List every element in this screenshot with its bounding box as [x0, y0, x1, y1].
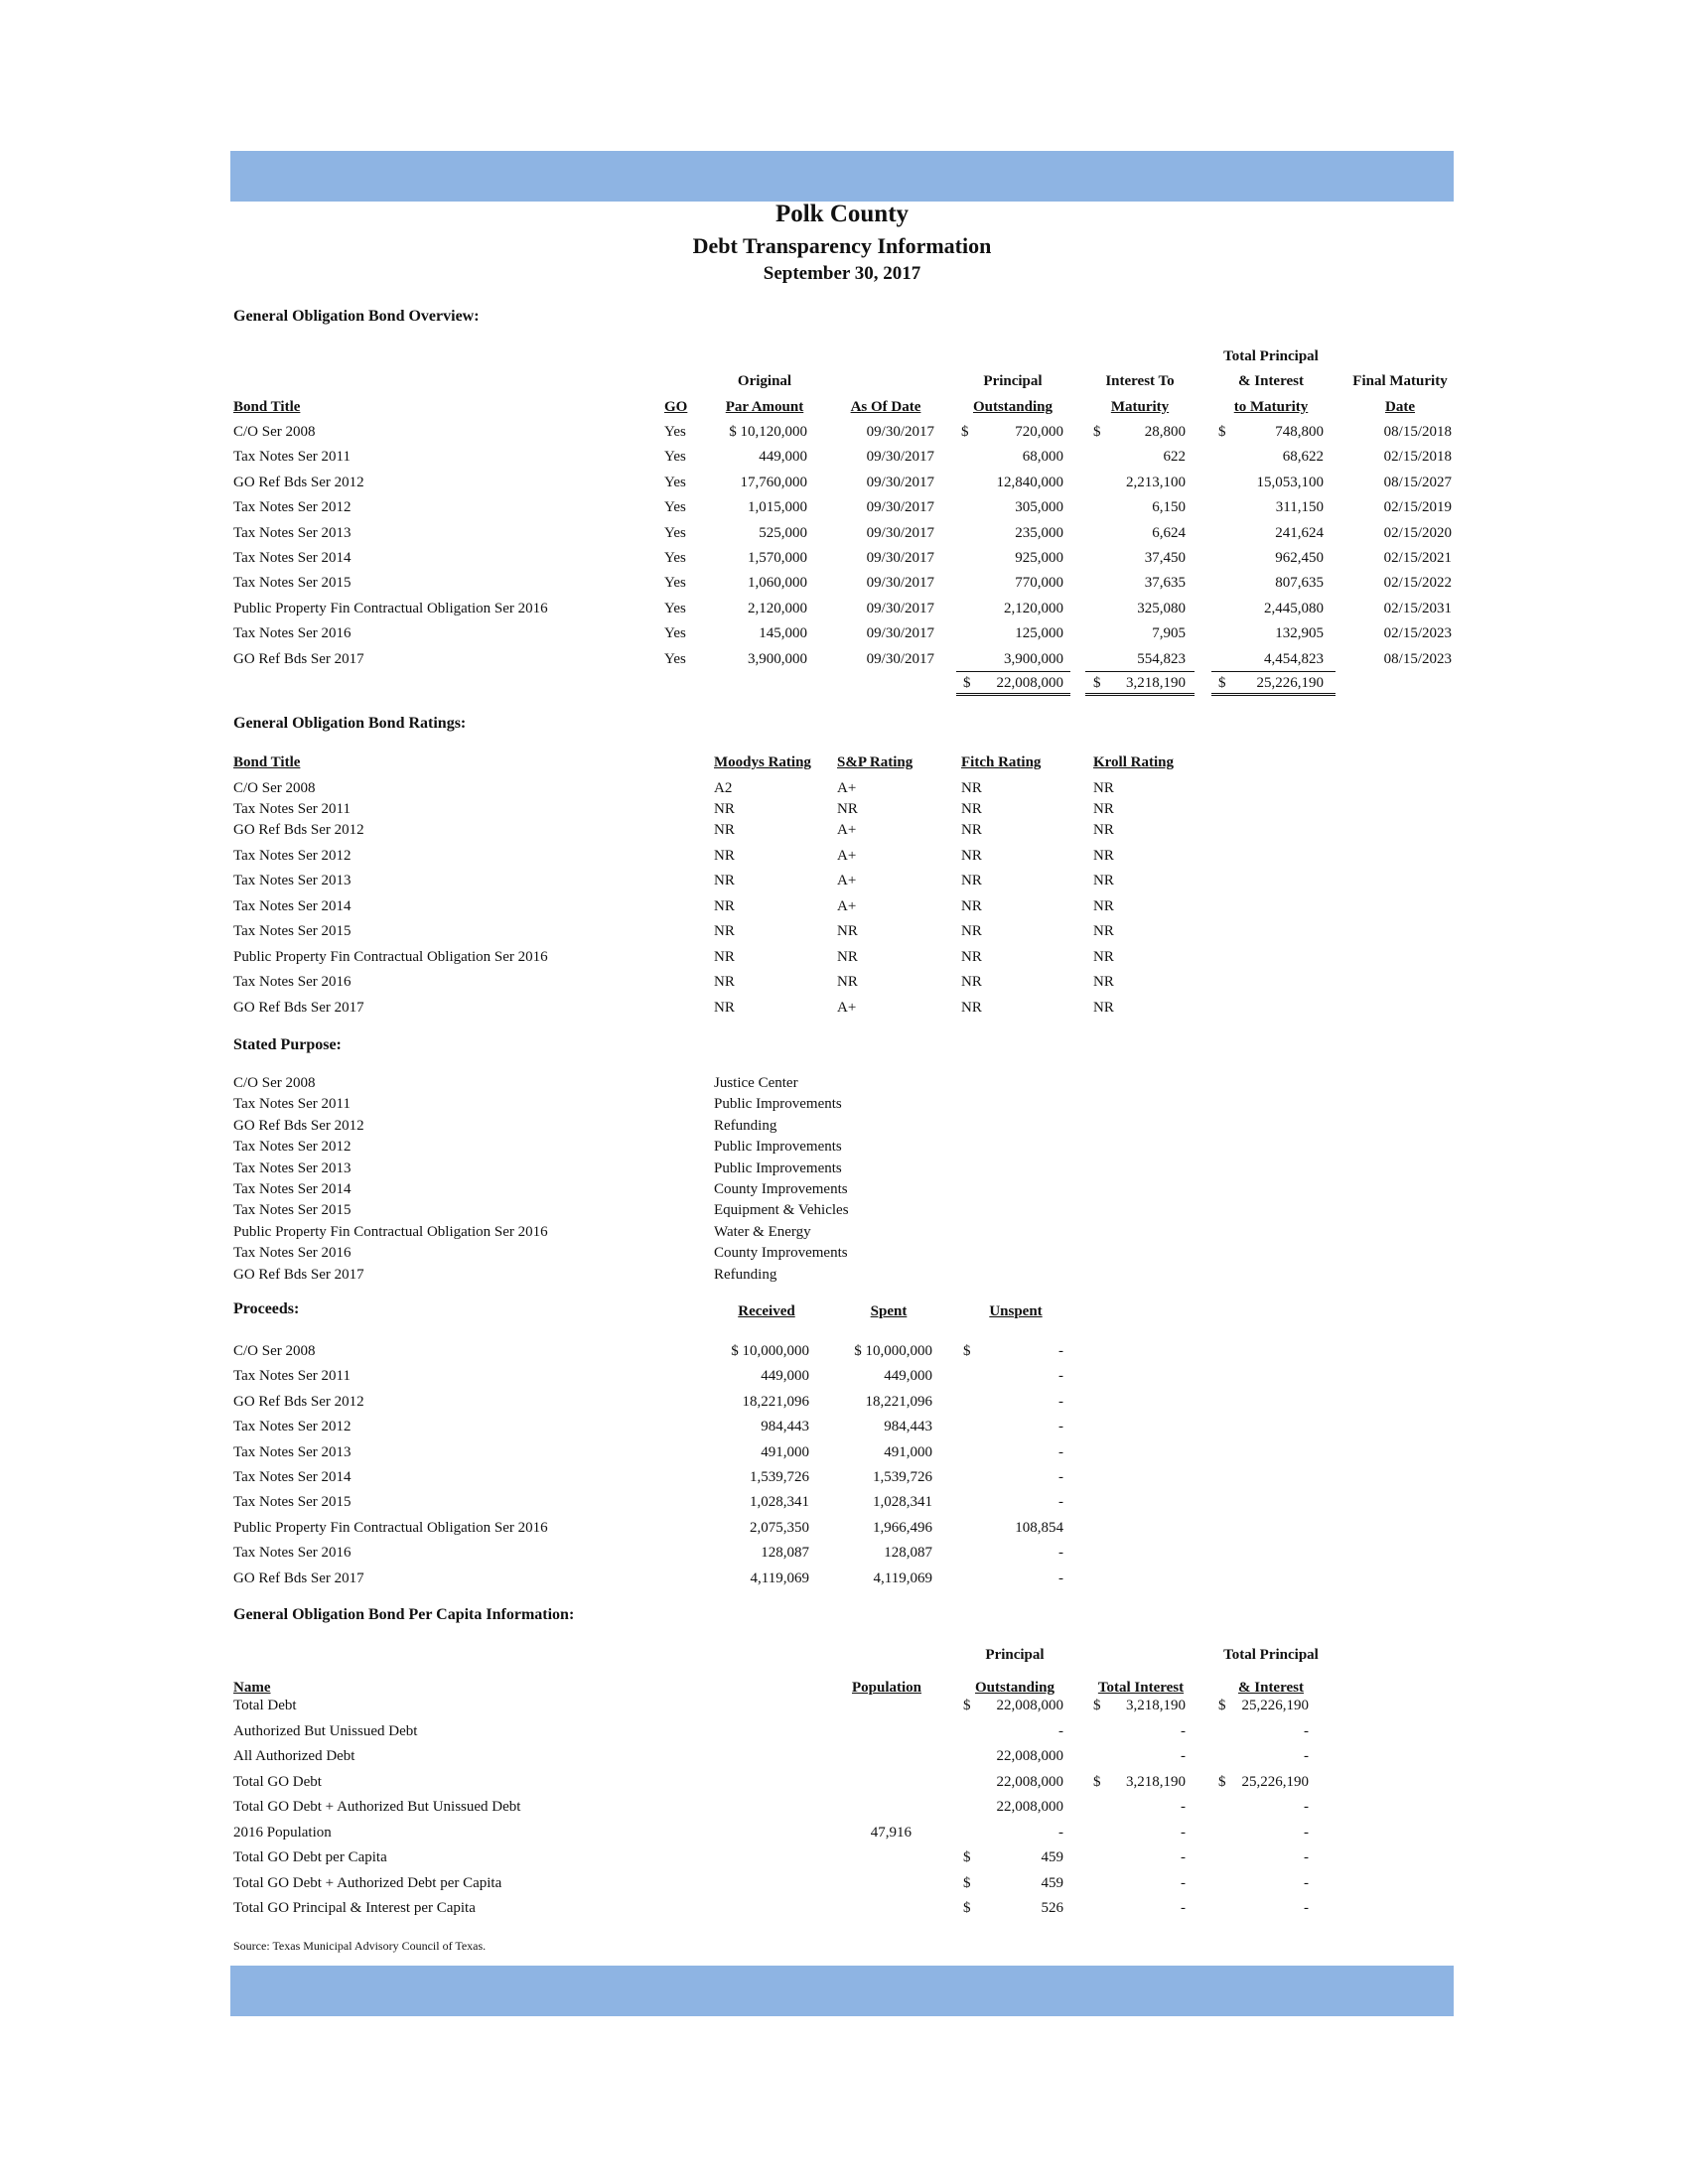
proceeds-spent: 1,028,341	[873, 1494, 932, 1510]
purpose-text: Refunding	[714, 1267, 777, 1283]
purpose-bond-title: Tax Notes Ser 2016	[233, 1245, 352, 1261]
pc-int-symbol: $	[1093, 1774, 1101, 1790]
pc-col-po-2: Outstanding	[974, 1680, 1055, 1696]
overview-par-amount: 1,570,000	[748, 550, 807, 566]
ratings-bond-title: C/O Ser 2008	[233, 780, 316, 796]
proceeds-unspent: -	[1058, 1343, 1063, 1359]
ratings-moodys: NR	[714, 873, 735, 888]
pc-col-population: Population	[851, 1680, 922, 1696]
overview-bond-title: Tax Notes Ser 2012	[233, 499, 352, 515]
overview-go: Yes	[664, 475, 686, 490]
pc-po-symbol: $	[963, 1875, 971, 1891]
ratings-col-fitch: Fitch Rating	[961, 754, 1042, 770]
overview-total-po: 22,008,000	[996, 675, 1063, 691]
overview-bond-title: Public Property Fin Contractual Obligation Ser 2016	[233, 601, 548, 616]
overview-total-pi: 962,450	[1275, 550, 1324, 566]
col-header-total-pi-1: Total Principal	[1223, 348, 1319, 364]
purpose-bond-title: Public Property Fin Contractual Obligation Ser 2016	[233, 1224, 548, 1240]
overview-principal-outstanding: 12,840,000	[996, 475, 1063, 490]
overview-total-pi: 68,622	[1282, 449, 1324, 465]
purpose-text: Public Improvements	[714, 1160, 842, 1176]
proceeds-received: 449,000	[761, 1368, 809, 1384]
proceeds-bond-title: C/O Ser 2008	[233, 1343, 316, 1359]
overview-bond-title: C/O Ser 2008	[233, 424, 316, 440]
subtotal-rule-tpi	[1211, 671, 1336, 672]
pc-principal-outstanding: 459	[1041, 1849, 1063, 1865]
overview-interest-to-maturity: 37,635	[1144, 575, 1186, 591]
overview-interest-to-maturity: 37,450	[1144, 550, 1186, 566]
pc-total-pi: -	[1304, 1849, 1309, 1865]
pc-principal-outstanding: 22,008,000	[996, 1774, 1063, 1790]
proceeds-bond-title: GO Ref Bds Ser 2012	[233, 1394, 364, 1410]
col-header-bond-title: Bond Title	[233, 399, 301, 415]
proceeds-bond-title: Tax Notes Ser 2011	[233, 1368, 351, 1384]
col-header-total-pi-2: & Interest	[1238, 373, 1304, 389]
overview-par-amount: 3,900,000	[748, 651, 807, 667]
overview-par-amount: 2,120,000	[748, 601, 807, 616]
pc-principal-outstanding: 22,008,000	[996, 1748, 1063, 1764]
purpose-text: Refunding	[714, 1118, 777, 1134]
proceeds-bond-title: Tax Notes Ser 2013	[233, 1444, 352, 1460]
total-double-rule-int	[1085, 693, 1195, 696]
overview-go: Yes	[664, 625, 686, 641]
overview-par-amount: 449,000	[759, 449, 807, 465]
pc-total-interest: -	[1181, 1900, 1186, 1916]
proceeds-unspent: -	[1058, 1394, 1063, 1410]
purpose-text: County Improvements	[714, 1181, 848, 1197]
ratings-fitch: NR	[961, 949, 982, 965]
ratings-sp: A+	[837, 822, 857, 838]
overview-total-pi: 807,635	[1275, 575, 1324, 591]
ratings-sp: A+	[837, 873, 857, 888]
purpose-text: County Improvements	[714, 1245, 848, 1261]
ratings-sp: A+	[837, 1000, 857, 1016]
overview-bond-title: Tax Notes Ser 2014	[233, 550, 352, 566]
overview-as-of-date: 09/30/2017	[866, 575, 934, 591]
ratings-col-bond-title: Bond Title	[233, 754, 301, 770]
pc-col-name: Name	[233, 1680, 271, 1696]
overview-final-maturity: 08/15/2023	[1383, 651, 1452, 667]
ratings-bond-title: Public Property Fin Contractual Obligation Ser 2016	[233, 949, 548, 965]
overview-total-pi: 4,454,823	[1264, 651, 1324, 667]
ratings-sp: NR	[837, 923, 858, 939]
ratings-moodys: NR	[714, 1000, 735, 1016]
pc-row-name: 2016 Population	[233, 1825, 332, 1841]
pc-total-pi: -	[1304, 1748, 1309, 1764]
ratings-bond-title: Tax Notes Ser 2016	[233, 974, 352, 990]
ratings-moodys: NR	[714, 974, 735, 990]
pc-total-pi: 25,226,190	[1241, 1698, 1309, 1713]
proceeds-received: $ 10,000,000	[731, 1343, 809, 1359]
pc-row-name: Total GO Debt + Authorized Debt per Capita	[233, 1875, 502, 1891]
ratings-fitch: NR	[961, 898, 982, 914]
ratings-col-moodys: Moodys Rating	[714, 754, 811, 770]
pc-row-name: Total GO Debt	[233, 1774, 322, 1790]
pc-principal-outstanding: -	[1058, 1723, 1063, 1739]
col-header-po-1: Principal	[983, 373, 1043, 389]
overview-go: Yes	[664, 499, 686, 515]
overview-bond-title: GO Ref Bds Ser 2017	[233, 651, 364, 667]
overview-final-maturity: 02/15/2020	[1383, 525, 1452, 541]
proceeds-unspent: -	[1058, 1368, 1063, 1384]
pc-principal-outstanding: 22,008,000	[996, 1698, 1063, 1713]
col-header-par-2: Par Amount	[725, 399, 804, 415]
ratings-fitch: NR	[961, 848, 982, 864]
overview-par-amount: 1,060,000	[748, 575, 807, 591]
overview-total-pi: 2,445,080	[1264, 601, 1324, 616]
pc-col-tpi-2: & Interest	[1238, 1680, 1304, 1696]
overview-principal-outstanding: 770,000	[1015, 575, 1063, 591]
total-double-rule-tpi	[1211, 693, 1336, 696]
overview-interest-to-maturity: 554,823	[1137, 651, 1186, 667]
overview-final-maturity: 02/15/2018	[1383, 449, 1452, 465]
overview-bond-title: Tax Notes Ser 2016	[233, 625, 352, 641]
proceeds-unspent: -	[1058, 1494, 1063, 1510]
pc-principal-outstanding: 22,008,000	[996, 1799, 1063, 1815]
proceeds-bond-title: GO Ref Bds Ser 2017	[233, 1570, 364, 1586]
overview-principal-outstanding: 125,000	[1015, 625, 1063, 641]
pc-total-pi: -	[1304, 1875, 1309, 1891]
proceeds-spent: 4,119,069	[873, 1570, 932, 1586]
pc-total-interest: -	[1181, 1849, 1186, 1865]
overview-total-int-symbol: $	[1093, 675, 1101, 691]
proceeds-received: 18,221,096	[742, 1394, 809, 1410]
ratings-bond-title: Tax Notes Ser 2014	[233, 898, 352, 914]
ratings-sp: NR	[837, 949, 858, 965]
col-header-int-2: Maturity	[1110, 399, 1170, 415]
ratings-kroll: NR	[1093, 898, 1114, 914]
overview-as-of-date: 09/30/2017	[866, 499, 934, 515]
purpose-bond-title: Tax Notes Ser 2014	[233, 1181, 352, 1197]
overview-as-of-date: 09/30/2017	[866, 550, 934, 566]
proceeds-bond-title: Tax Notes Ser 2015	[233, 1494, 352, 1510]
proceeds-spent: 1,966,496	[873, 1520, 932, 1536]
purpose-bond-title: Tax Notes Ser 2013	[233, 1160, 352, 1176]
ratings-bond-title: Tax Notes Ser 2015	[233, 923, 352, 939]
ratings-bond-title: Tax Notes Ser 2012	[233, 848, 352, 864]
pc-total-interest: -	[1181, 1723, 1186, 1739]
ratings-fitch: NR	[961, 1000, 982, 1016]
overview-interest-to-maturity: 7,905	[1152, 625, 1186, 641]
section-title-ratings: General Obligation Bond Ratings:	[233, 715, 467, 732]
proceeds-unspent: -	[1058, 1469, 1063, 1485]
overview-go: Yes	[664, 525, 686, 541]
proceeds-bond-title: Tax Notes Ser 2016	[233, 1545, 352, 1561]
proceeds-spent: $ 10,000,000	[854, 1343, 932, 1359]
subtotal-rule-int	[1085, 671, 1195, 672]
ratings-bond-title: Tax Notes Ser 2011	[233, 801, 351, 817]
pc-col-po-1: Principal	[985, 1647, 1045, 1663]
overview-interest-to-maturity: 2,213,100	[1126, 475, 1186, 490]
pc-col-total-interest: Total Interest	[1097, 1680, 1185, 1696]
overview-as-of-date: 09/30/2017	[866, 449, 934, 465]
overview-par-amount: 145,000	[759, 625, 807, 641]
purpose-text: Justice Center	[714, 1075, 798, 1091]
overview-total-tpi: 25,226,190	[1256, 675, 1324, 691]
overview-po-symbol: $	[961, 424, 969, 440]
pc-total-pi: 25,226,190	[1241, 1774, 1309, 1790]
ratings-col-kroll: Kroll Rating	[1093, 754, 1174, 770]
pc-row-name: Total GO Debt + Authorized But Unissued Debt	[233, 1799, 521, 1815]
pc-po-symbol: $	[963, 1849, 971, 1865]
overview-total-pi: 15,053,100	[1256, 475, 1324, 490]
overview-as-of-date: 09/30/2017	[866, 625, 934, 641]
pc-total-pi: -	[1304, 1825, 1309, 1841]
overview-go: Yes	[664, 651, 686, 667]
overview-par-amount: 525,000	[759, 525, 807, 541]
overview-bond-title: Tax Notes Ser 2013	[233, 525, 352, 541]
overview-principal-outstanding: 235,000	[1015, 525, 1063, 541]
page-date: September 30, 2017	[763, 263, 921, 284]
ratings-bond-title: GO Ref Bds Ser 2012	[233, 822, 364, 838]
overview-total-pi: 132,905	[1275, 625, 1324, 641]
proceeds-col-unspent: Unspent	[989, 1303, 1043, 1319]
overview-interest-to-maturity: 28,800	[1144, 424, 1186, 440]
overview-principal-outstanding: 2,120,000	[1004, 601, 1063, 616]
ratings-fitch: NR	[961, 822, 982, 838]
overview-go: Yes	[664, 550, 686, 566]
overview-interest-to-maturity: 622	[1163, 449, 1186, 465]
pc-principal-outstanding: 459	[1041, 1875, 1063, 1891]
ratings-moodys: A2	[714, 780, 733, 796]
proceeds-bond-title: Tax Notes Ser 2012	[233, 1419, 352, 1434]
purpose-text: Water & Energy	[714, 1224, 811, 1240]
ratings-moodys: NR	[714, 949, 735, 965]
overview-total-pi: 748,800	[1275, 424, 1324, 440]
proceeds-unspent: -	[1058, 1419, 1063, 1434]
proceeds-unspent-symbol: $	[963, 1343, 971, 1359]
pc-total-pi: -	[1304, 1799, 1309, 1815]
overview-interest-to-maturity: 6,150	[1152, 499, 1186, 515]
footer-band	[230, 1966, 1454, 2016]
col-header-total-pi-3: to Maturity	[1233, 399, 1309, 415]
ratings-fitch: NR	[961, 974, 982, 990]
overview-par-amount: $ 10,120,000	[729, 424, 807, 440]
ratings-moodys: NR	[714, 923, 735, 939]
ratings-moodys: NR	[714, 848, 735, 864]
pc-row-name: Total GO Debt per Capita	[233, 1849, 387, 1865]
proceeds-col-spent: Spent	[870, 1303, 908, 1319]
overview-as-of-date: 09/30/2017	[866, 651, 934, 667]
ratings-sp: NR	[837, 801, 858, 817]
col-header-final-maturity-2: Date	[1385, 399, 1415, 415]
ratings-moodys: NR	[714, 898, 735, 914]
header-band	[230, 151, 1454, 202]
pc-tpi-symbol: $	[1218, 1698, 1226, 1713]
overview-bond-title: Tax Notes Ser 2011	[233, 449, 351, 465]
col-header-go: GO	[664, 399, 688, 415]
overview-as-of-date: 09/30/2017	[866, 475, 934, 490]
overview-final-maturity: 02/15/2031	[1383, 601, 1452, 616]
purpose-text: Equipment & Vehicles	[714, 1202, 849, 1218]
ratings-sp: A+	[837, 780, 857, 796]
subtotal-rule-po	[956, 671, 1070, 672]
pc-principal-outstanding: 526	[1041, 1900, 1063, 1916]
pc-total-interest: -	[1181, 1825, 1186, 1841]
ratings-bond-title: Tax Notes Ser 2013	[233, 873, 352, 888]
purpose-bond-title: C/O Ser 2008	[233, 1075, 316, 1091]
ratings-moodys: NR	[714, 822, 735, 838]
purpose-text: Public Improvements	[714, 1139, 842, 1155]
proceeds-unspent: 108,854	[1015, 1520, 1063, 1536]
proceeds-bond-title: Public Property Fin Contractual Obligation Ser 2016	[233, 1520, 548, 1536]
overview-bond-title: Tax Notes Ser 2015	[233, 575, 352, 591]
proceeds-spent: 449,000	[884, 1368, 932, 1384]
ratings-sp: A+	[837, 898, 857, 914]
overview-int-symbol: $	[1093, 424, 1101, 440]
proceeds-received: 128,087	[761, 1545, 809, 1561]
proceeds-spent: 1,539,726	[873, 1469, 932, 1485]
overview-total-pi: 241,624	[1275, 525, 1324, 541]
overview-as-of-date: 09/30/2017	[866, 525, 934, 541]
pc-tpi-symbol: $	[1218, 1774, 1226, 1790]
overview-total-po-symbol: $	[963, 675, 971, 691]
ratings-kroll: NR	[1093, 848, 1114, 864]
proceeds-spent: 984,443	[884, 1419, 932, 1434]
ratings-kroll: NR	[1093, 801, 1114, 817]
proceeds-spent: 18,221,096	[865, 1394, 932, 1410]
pc-po-symbol: $	[963, 1900, 971, 1916]
proceeds-received: 491,000	[761, 1444, 809, 1460]
ratings-kroll: NR	[1093, 873, 1114, 888]
overview-par-amount: 17,760,000	[740, 475, 807, 490]
pc-int-symbol: $	[1093, 1698, 1101, 1713]
ratings-fitch: NR	[961, 873, 982, 888]
overview-go: Yes	[664, 449, 686, 465]
pc-principal-outstanding: -	[1058, 1825, 1063, 1841]
ratings-kroll: NR	[1093, 1000, 1114, 1016]
col-header-final-maturity-1: Final Maturity	[1352, 373, 1448, 389]
pc-total-interest: 3,218,190	[1126, 1698, 1186, 1713]
overview-interest-to-maturity: 325,080	[1137, 601, 1186, 616]
section-title-overview: General Obligation Bond Overview:	[233, 308, 480, 325]
purpose-text: Public Improvements	[714, 1096, 842, 1112]
pc-total-interest: -	[1181, 1799, 1186, 1815]
pc-total-interest: -	[1181, 1875, 1186, 1891]
purpose-bond-title: GO Ref Bds Ser 2012	[233, 1118, 364, 1134]
section-title-proceeds: Proceeds:	[233, 1300, 300, 1317]
overview-interest-to-maturity: 6,624	[1152, 525, 1186, 541]
proceeds-spent: 128,087	[884, 1545, 932, 1561]
overview-principal-outstanding: 68,000	[1022, 449, 1063, 465]
overview-as-of-date: 09/30/2017	[866, 424, 934, 440]
pc-total-pi: -	[1304, 1900, 1309, 1916]
pc-row-name: All Authorized Debt	[233, 1748, 355, 1764]
overview-final-maturity: 02/15/2019	[1383, 499, 1452, 515]
proceeds-received: 2,075,350	[750, 1520, 809, 1536]
overview-bond-title: GO Ref Bds Ser 2012	[233, 475, 364, 490]
pc-row-name: Total GO Principal & Interest per Capita	[233, 1900, 476, 1916]
pc-po-symbol: $	[963, 1698, 971, 1713]
ratings-kroll: NR	[1093, 974, 1114, 990]
overview-principal-outstanding: 3,900,000	[1004, 651, 1063, 667]
overview-principal-outstanding: 305,000	[1015, 499, 1063, 515]
overview-total-pi: 311,150	[1275, 499, 1324, 515]
proceeds-bond-title: Tax Notes Ser 2014	[233, 1469, 352, 1485]
overview-final-maturity: 02/15/2023	[1383, 625, 1452, 641]
ratings-fitch: NR	[961, 801, 982, 817]
overview-as-of-date: 09/30/2017	[866, 601, 934, 616]
ratings-moodys: NR	[714, 801, 735, 817]
ratings-kroll: NR	[1093, 949, 1114, 965]
ratings-kroll: NR	[1093, 923, 1114, 939]
overview-final-maturity: 08/15/2018	[1383, 424, 1452, 440]
ratings-sp: A+	[837, 848, 857, 864]
overview-go: Yes	[664, 575, 686, 591]
ratings-col-sp: S&P Rating	[837, 754, 914, 770]
col-header-po-2: Outstanding	[972, 399, 1054, 415]
overview-go: Yes	[664, 424, 686, 440]
pc-row-name: Authorized But Unissued Debt	[233, 1723, 418, 1739]
page-subtitle: Debt Transparency Information	[692, 233, 992, 258]
ratings-kroll: NR	[1093, 822, 1114, 838]
proceeds-received: 1,539,726	[750, 1469, 809, 1485]
overview-final-maturity: 02/15/2021	[1383, 550, 1452, 566]
purpose-bond-title: Tax Notes Ser 2015	[233, 1202, 352, 1218]
ratings-bond-title: GO Ref Bds Ser 2017	[233, 1000, 364, 1016]
purpose-bond-title: GO Ref Bds Ser 2017	[233, 1267, 364, 1283]
overview-total-int: 3,218,190	[1126, 675, 1186, 691]
proceeds-col-received: Received	[738, 1303, 795, 1319]
proceeds-received: 984,443	[761, 1419, 809, 1434]
purpose-bond-title: Tax Notes Ser 2011	[233, 1096, 351, 1112]
pc-total-interest: 3,218,190	[1126, 1774, 1186, 1790]
overview-final-maturity: 02/15/2022	[1383, 575, 1452, 591]
overview-total-tpi-symbol: $	[1218, 675, 1226, 691]
overview-tpi-symbol: $	[1218, 424, 1226, 440]
purpose-bond-title: Tax Notes Ser 2012	[233, 1139, 352, 1155]
section-title-purpose: Stated Purpose:	[233, 1036, 342, 1053]
pc-total-interest: -	[1181, 1748, 1186, 1764]
ratings-fitch: NR	[961, 780, 982, 796]
overview-final-maturity: 08/15/2027	[1383, 475, 1452, 490]
col-header-as-of-date: As Of Date	[850, 399, 921, 415]
pc-row-name: Total Debt	[233, 1698, 297, 1713]
overview-principal-outstanding: 720,000	[1015, 424, 1063, 440]
proceeds-unspent: -	[1058, 1444, 1063, 1460]
proceeds-received: 1,028,341	[750, 1494, 809, 1510]
col-header-int-1: Interest To	[1105, 373, 1175, 389]
pc-col-tpi-1: Total Principal	[1223, 1647, 1319, 1663]
source-note: Source: Texas Municipal Advisory Council of Texas.	[233, 1939, 487, 1953]
overview-go: Yes	[664, 601, 686, 616]
ratings-sp: NR	[837, 974, 858, 990]
section-title-per-capita: General Obligation Bond Per Capita Information:	[233, 1606, 575, 1623]
overview-par-amount: 1,015,000	[748, 499, 807, 515]
col-header-par-1: Original	[737, 373, 792, 389]
total-double-rule-po	[956, 693, 1070, 696]
proceeds-received: 4,119,069	[750, 1570, 809, 1586]
page-title: Polk County	[774, 201, 910, 227]
pc-population: 47,916	[870, 1825, 912, 1841]
pc-total-pi: -	[1304, 1723, 1309, 1739]
ratings-fitch: NR	[961, 923, 982, 939]
overview-principal-outstanding: 925,000	[1015, 550, 1063, 566]
proceeds-unspent: -	[1058, 1545, 1063, 1561]
ratings-kroll: NR	[1093, 780, 1114, 796]
proceeds-unspent: -	[1058, 1570, 1063, 1586]
proceeds-spent: 491,000	[884, 1444, 932, 1460]
